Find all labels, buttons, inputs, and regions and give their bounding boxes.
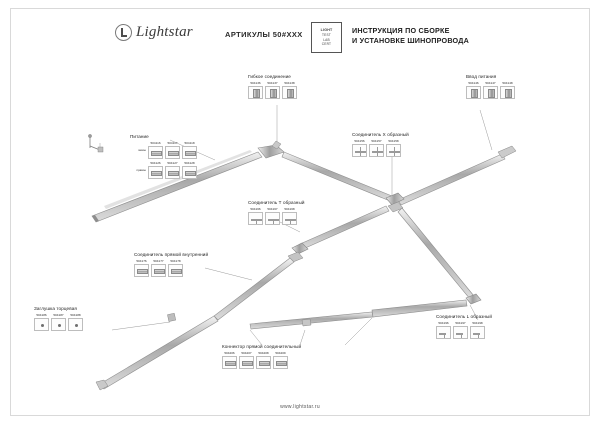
chip-item[interactable]	[148, 141, 163, 159]
instruction-line-1: ИНСТРУКЦИЯ ПО СБОРКЕ	[352, 26, 450, 35]
part-thumbnail	[483, 86, 498, 99]
part-thumbnail	[256, 356, 271, 369]
chip-item[interactable]	[273, 351, 288, 369]
power-supply-rows	[130, 141, 197, 179]
chip-item[interactable]	[134, 259, 149, 277]
chip-code: 504188	[70, 313, 81, 317]
chip-item[interactable]	[386, 139, 401, 157]
chip-item[interactable]	[500, 81, 515, 99]
chip-group	[134, 259, 208, 277]
part-thumbnail	[248, 212, 263, 225]
chip-item[interactable]	[265, 81, 280, 99]
chip-code: 504156	[354, 139, 365, 143]
part-thumbnail	[148, 166, 163, 179]
part-thumbnail	[273, 356, 288, 369]
part-thumbnail	[282, 212, 297, 225]
chip-item[interactable]	[151, 259, 166, 277]
chip-item[interactable]	[182, 161, 197, 179]
chip-item[interactable]	[182, 141, 197, 159]
rail-upper-right	[282, 152, 392, 201]
callout-title: Соединитель Х образный	[352, 132, 409, 137]
callout-t-connector	[248, 200, 305, 225]
chip-code: 504146	[468, 81, 479, 85]
part-thumbnail	[151, 264, 166, 277]
chip-group	[148, 141, 197, 159]
callout-straight-inner-connector	[134, 252, 208, 277]
t-connector-node	[258, 141, 284, 158]
callout-end-plug	[34, 306, 83, 331]
callout-title: Заглушка торцевая	[34, 306, 77, 311]
chip-group	[34, 313, 83, 331]
chip-item[interactable]	[352, 139, 367, 157]
part-thumbnail	[168, 264, 183, 277]
callout-power-supply	[130, 134, 197, 181]
rail-center-to-lower-left	[214, 258, 294, 320]
chip-code: 504118	[184, 141, 195, 145]
row-label: правое	[136, 168, 146, 172]
part-thumbnail	[248, 86, 263, 99]
part-thumbnail	[265, 86, 280, 99]
chip-item[interactable]	[436, 321, 451, 339]
cert-line-4: CERT	[321, 42, 332, 47]
part-thumbnail	[466, 86, 481, 99]
chip-code: 504196	[438, 321, 449, 325]
cert-line-2: TEST	[322, 32, 331, 37]
callout-title: Коннектор прямой соединительный	[222, 344, 302, 349]
part-thumbnail	[470, 326, 485, 339]
callout-straight-connector	[222, 344, 301, 369]
chip-code: 504167	[267, 207, 278, 211]
callout-title: Ввод питания	[466, 74, 497, 79]
chip-item[interactable]	[282, 207, 297, 225]
chip-item[interactable]	[222, 351, 237, 369]
power-feed-left	[88, 134, 103, 152]
chip-item[interactable]	[148, 161, 163, 179]
chip-group	[148, 161, 197, 179]
chip-code: 504136	[250, 81, 261, 85]
chip-item[interactable]	[470, 321, 485, 339]
part-thumbnail	[134, 264, 149, 277]
part-thumbnail	[239, 356, 254, 369]
chip-code: 504116	[150, 141, 161, 145]
chip-item[interactable]	[453, 321, 468, 339]
chip-code: 504208	[258, 351, 269, 355]
chip-item[interactable]	[51, 313, 66, 331]
chip-group	[352, 139, 409, 157]
rail-x-to-lower-right	[398, 208, 474, 299]
cert-line-3: LAB	[323, 37, 330, 42]
chip-code: 504209	[275, 351, 286, 355]
chip-item[interactable]	[165, 161, 180, 179]
chip-code: 504148	[502, 81, 513, 85]
chip-group	[248, 207, 305, 225]
part-thumbnail	[265, 212, 280, 225]
chip-item[interactable]	[168, 259, 183, 277]
chip-code: 504176	[136, 259, 147, 263]
part-thumbnail	[165, 166, 180, 179]
footer-url[interactable]: www.lightstar.ru	[280, 404, 320, 410]
row-label: левое	[137, 148, 146, 152]
chip-item[interactable]	[68, 313, 83, 331]
part-thumbnail	[352, 144, 367, 157]
chip-code: 504178	[170, 259, 181, 263]
callout-title: Гибкое соединение	[248, 74, 291, 79]
chip-code: 504137	[267, 81, 278, 85]
callout-flexible-connector	[248, 74, 297, 99]
part-thumbnail	[148, 146, 163, 159]
chip-code: 504186	[36, 313, 47, 317]
brand-name: Lightstar	[136, 24, 193, 40]
chip-group	[248, 81, 297, 99]
chip-code: 504157	[371, 139, 382, 143]
rail-x-to-right-end	[398, 146, 516, 205]
chip-group	[436, 321, 492, 339]
chip-item[interactable]	[483, 81, 498, 99]
chip-code: 504117	[167, 141, 178, 145]
callout-l-connector	[436, 314, 492, 339]
chip-item[interactable]	[369, 139, 384, 157]
chip-code: 504207	[241, 351, 252, 355]
part-thumbnail	[436, 326, 451, 339]
part-thumbnail	[34, 318, 49, 331]
part-thumbnail	[68, 318, 83, 331]
rail-lower-center	[250, 312, 373, 329]
chip-code: 504127	[167, 161, 178, 165]
rail-lower-left-long	[96, 313, 218, 390]
callout-x-connector	[352, 132, 409, 157]
power-supply-row-right	[130, 161, 197, 179]
part-thumbnail	[182, 166, 197, 179]
chip-item[interactable]	[282, 81, 297, 99]
chip-code: 504126	[150, 161, 161, 165]
chip-code: 504197	[455, 321, 466, 325]
part-thumbnail	[51, 318, 66, 331]
chip-code: 504198	[472, 321, 483, 325]
chip-item[interactable]	[248, 81, 263, 99]
part-thumbnail	[369, 144, 384, 157]
chip-item[interactable]	[165, 141, 180, 159]
power-supply-row-left	[130, 141, 197, 159]
callout-power-input	[466, 74, 515, 99]
chip-code: 504177	[153, 259, 164, 263]
chip-code: 504158	[388, 139, 399, 143]
part-thumbnail	[500, 86, 515, 99]
chip-item[interactable]	[265, 207, 280, 225]
article-code: АРТИКУЛЫ 50#XXX	[225, 30, 303, 39]
part-thumbnail	[453, 326, 468, 339]
part-thumbnail	[165, 146, 180, 159]
callout-title: Соединитель прямой внутренний	[134, 252, 209, 257]
chip-item[interactable]	[239, 351, 254, 369]
chip-group	[222, 351, 301, 369]
chip-code: 504187	[53, 313, 64, 317]
chip-code: 504147	[485, 81, 496, 85]
instruction-line-2: И УСТАНОВКЕ ШИНОПРОВОДА	[352, 36, 469, 45]
chip-code: 504206	[224, 351, 235, 355]
part-thumbnail	[182, 146, 197, 159]
callout-title: Соединитель Т образный	[248, 200, 305, 205]
chip-item[interactable]	[466, 81, 481, 99]
part-thumbnail	[386, 144, 401, 157]
chip-code: 504168	[284, 207, 295, 211]
chip-group	[466, 81, 515, 99]
callout-title: Соединитель L образный	[436, 314, 493, 319]
part-thumbnail	[222, 356, 237, 369]
chip-code: 504138	[284, 81, 295, 85]
rail-x-to-center-left	[300, 206, 389, 249]
chip-item[interactable]	[256, 351, 271, 369]
chip-item[interactable]	[34, 313, 49, 331]
cert-line-1: LIGHT	[320, 28, 333, 33]
part-thumbnail	[282, 86, 297, 99]
chip-code: 504166	[250, 207, 261, 211]
chip-item[interactable]	[248, 207, 263, 225]
chip-code: 504128	[184, 161, 195, 165]
callout-title: Питание	[130, 134, 149, 139]
